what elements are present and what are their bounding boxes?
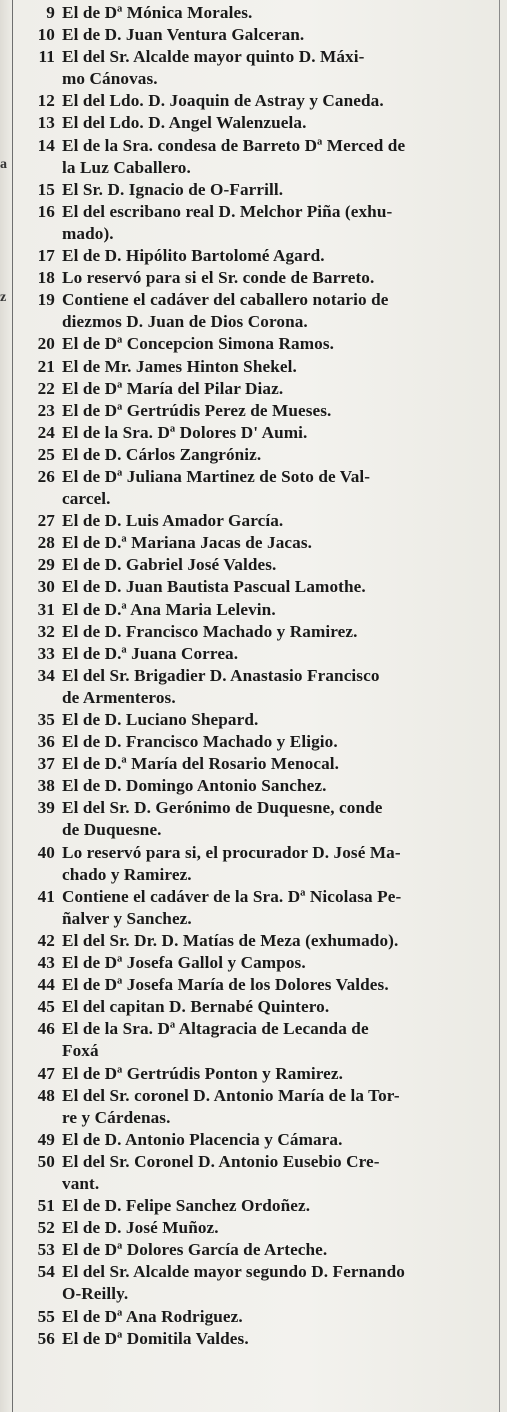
item-number: 44 [37, 975, 55, 995]
item-number: 17 [37, 246, 55, 266]
list-item [14, 1085, 500, 1107]
column-rule-left [12, 0, 13, 1412]
list-item [14, 1261, 500, 1283]
item-text: El del Sr. Dr. D. Matías de Meza (exhumado). [62, 930, 399, 950]
item-text: El de Dª Concepcion Simona Ramos. [62, 334, 335, 354]
item-text: El de D. Juan Bautista Pascual Lamothe. [62, 577, 366, 597]
item-number: 10 [37, 25, 55, 45]
item-text: El de D.ª María del Rosario Menocal. [62, 754, 340, 774]
item-number: 15 [37, 179, 55, 199]
item-text: El del Sr. Alcalde mayor segundo D. Fernando [62, 1262, 405, 1282]
list-item [14, 1328, 500, 1350]
list-item [14, 135, 500, 157]
item-number: 33 [37, 643, 55, 663]
item-text: El de Dª Mónica Morales. [62, 3, 253, 22]
item-text: El de Dª Josefa María de los Dolores Valdes. [62, 975, 389, 995]
item-number: 22 [37, 378, 55, 398]
item-text: El de Dª Juliana Martinez de Soto de Val- [62, 466, 371, 486]
item-text: El de la Sra. Dª Altagracia de Lecanda de [62, 1019, 369, 1039]
list-item [14, 554, 500, 576]
list-item-continuation [14, 864, 500, 886]
item-text: El del capitan D. Bernabé Quintero. [62, 997, 330, 1017]
list-item [14, 886, 500, 908]
item-number: 49 [37, 1129, 55, 1149]
item-number: 16 [37, 201, 55, 221]
item-text: El del Sr. Coronel D. Antonio Eusebio Cre- [62, 1151, 380, 1171]
list-item [14, 179, 500, 201]
list-item [14, 356, 500, 378]
item-text: vant. [62, 1173, 100, 1193]
item-text: El de Dª Ana Rodriguez. [62, 1306, 243, 1326]
list-item [14, 974, 500, 996]
item-text: El de Dª Josefa Gallol y Campos. [62, 953, 306, 973]
item-text: El del Sr. Brigadier D. Anastasio Francisco [62, 665, 380, 685]
item-text: El de Mr. James Hinton Shekel. [62, 356, 297, 376]
item-number: 37 [37, 754, 55, 774]
list-item [14, 665, 500, 687]
item-number: 55 [37, 1306, 55, 1326]
item-number: 43 [37, 953, 55, 973]
list-item [14, 709, 500, 731]
list-item-continuation [14, 157, 500, 179]
item-number: 28 [37, 533, 55, 553]
list-item [14, 201, 500, 223]
item-number: 14 [37, 135, 55, 155]
list-item [14, 952, 500, 974]
item-text: la Luz Caballero. [62, 157, 191, 177]
item-number: 30 [37, 577, 55, 597]
item-text: carcel. [62, 489, 111, 509]
list-item [14, 996, 500, 1018]
list-item [14, 1063, 500, 1085]
item-number: 46 [37, 1019, 55, 1039]
item-number: 51 [37, 1196, 55, 1216]
list-item [14, 90, 500, 112]
item-number: 52 [37, 1218, 55, 1238]
item-text: El de D.ª Ana Maria Lelevin. [62, 599, 276, 619]
item-text: de Armenteros. [62, 687, 176, 707]
item-text: Foxá [62, 1041, 99, 1061]
item-text: Contiene el cadáver de la Sra. Dª Nicolasa Pe- [62, 886, 402, 906]
item-text: El de D. Felipe Sanchez Ordoñez. [62, 1196, 311, 1216]
item-text: El del Sr. coronel D. Antonio María de la Tor- [62, 1085, 400, 1105]
item-text: El de D. Domingo Antonio Sanchez. [62, 776, 327, 796]
item-text: El de D. Antonio Placencia y Cámara. [62, 1129, 343, 1149]
item-text: El de D. Francisco Machado y Ramirez. [62, 621, 358, 641]
item-number: 50 [37, 1151, 55, 1171]
item-text: El de la Sra. Dª Dolores D' Aumi. [62, 422, 308, 442]
list-item-continuation [14, 1283, 500, 1305]
list-item [14, 643, 500, 665]
list-item [14, 731, 500, 753]
item-number: 12 [37, 91, 55, 111]
item-number: 27 [37, 511, 55, 531]
item-number: 13 [37, 113, 55, 133]
item-number: 26 [37, 466, 55, 486]
item-text: El de Dª Gertrúdis Ponton y Ramirez. [62, 1063, 344, 1083]
list-item-continuation [14, 687, 500, 709]
item-text: ñalver y Sanchez. [62, 908, 192, 928]
item-number: 42 [37, 930, 55, 950]
list-item-continuation [14, 908, 500, 930]
list-item [14, 422, 500, 444]
item-text: de Duquesne. [62, 820, 162, 840]
item-text: El de la Sra. condesa de Barreto Dª Merced de [62, 135, 406, 155]
list-item [14, 289, 500, 311]
item-number: 24 [37, 422, 55, 442]
item-number: 21 [37, 356, 55, 376]
item-number: 35 [37, 710, 55, 729]
item-number: 54 [37, 1262, 55, 1282]
list-item [14, 378, 500, 400]
list-item [14, 245, 500, 267]
list-item [14, 1239, 500, 1261]
item-text: El de Dª María del Pilar Diaz. [62, 378, 284, 398]
item-text: El de D. Hipólito Bartolomé Agard. [62, 246, 325, 266]
list-item [14, 753, 500, 775]
list-item [14, 333, 500, 355]
list-item [14, 621, 500, 643]
list-item [14, 1195, 500, 1217]
item-text: El del Sr. Alcalde mayor quinto D. Máxi- [62, 47, 365, 67]
list-item [14, 1018, 500, 1040]
item-text: El del Ldo. D. Joaquin de Astray y Caneda. [62, 91, 384, 111]
item-number: 20 [37, 334, 55, 354]
burial-list [14, 2, 500, 1350]
item-number: 23 [37, 400, 55, 420]
list-item [14, 444, 500, 466]
list-item [14, 400, 500, 422]
item-text: El de Dª Gertrúdis Perez de Mueses. [62, 400, 332, 420]
list-item [14, 599, 500, 621]
item-text: El de D.ª Mariana Jacas de Jacas. [62, 533, 313, 553]
list-item [14, 576, 500, 598]
item-text: Lo reservó para si, el procurador D. José Ma- [62, 842, 401, 862]
item-text: El de Dª Dolores García de Arteche. [62, 1240, 328, 1260]
list-item [14, 842, 500, 864]
item-text: El de D. Francisco Machado y Eligio. [62, 732, 338, 752]
list-item [14, 1306, 500, 1328]
item-number: 45 [37, 997, 55, 1017]
item-number: 39 [37, 798, 55, 818]
item-text: El de Dª Domitila Valdes. [62, 1328, 249, 1348]
list-item-continuation [14, 1040, 500, 1062]
item-text: El de D. Juan Ventura Galceran. [62, 25, 305, 45]
item-number: 32 [37, 621, 55, 641]
list-item [14, 1129, 500, 1151]
item-text: Contiene el cadáver del caballero notario de [62, 290, 389, 310]
item-text: El de D.ª Juana Correa. [62, 643, 239, 663]
item-number: 18 [37, 268, 55, 288]
item-number: 56 [37, 1328, 55, 1348]
item-number: 47 [37, 1063, 55, 1083]
list-item [14, 532, 500, 554]
item-text: El de D. Luis Amador García. [62, 511, 284, 531]
list-item [14, 930, 500, 952]
item-number: 31 [37, 599, 55, 619]
item-text: re y Cárdenas. [62, 1107, 171, 1127]
item-number: 11 [38, 47, 55, 67]
margin-letter: z [0, 290, 7, 305]
item-text: Lo reservó para si el Sr. conde de Barreto. [62, 268, 375, 288]
item-number: 40 [37, 842, 55, 862]
list-item-continuation [14, 223, 500, 245]
list-item [14, 46, 500, 68]
item-text: El Sr. D. Ignacio de O-Farrill. [62, 179, 284, 199]
item-number: 53 [37, 1240, 55, 1260]
list-item-continuation [14, 819, 500, 841]
list-item [14, 466, 500, 488]
item-text: diezmos D. Juan de Dios Corona. [62, 312, 308, 332]
item-number: 38 [37, 776, 55, 796]
item-number: 41 [37, 886, 55, 906]
item-number: 29 [37, 555, 55, 575]
item-text: El de D. Cárlos Zangróniz. [62, 444, 262, 464]
item-text: El del Ldo. D. Angel Walenzuela. [62, 113, 307, 133]
item-text: chado y Ramirez. [62, 864, 192, 884]
item-text: El de D. Gabriel José Valdes. [62, 555, 277, 575]
list-item [14, 775, 500, 797]
item-number: 19 [37, 290, 55, 310]
list-item [14, 2, 500, 24]
item-text: mado). [62, 223, 114, 243]
item-text: El del escribano real D. Melchor Piña (exhu- [62, 201, 393, 221]
item-text: El de D. José Muñoz. [62, 1218, 219, 1238]
list-item [14, 1151, 500, 1173]
item-number: 9 [46, 3, 55, 22]
list-item-continuation [14, 311, 500, 333]
list-item [14, 267, 500, 289]
list-item [14, 1217, 500, 1239]
list-item [14, 112, 500, 134]
list-item-continuation [14, 68, 500, 90]
list-item-continuation [14, 488, 500, 510]
list-item [14, 510, 500, 532]
margin-letter: a [0, 157, 7, 172]
list-item [14, 24, 500, 46]
item-text: El del Sr. D. Gerónimo de Duquesne, conde [62, 798, 383, 818]
list-item-continuation [14, 1107, 500, 1129]
item-number: 36 [37, 732, 55, 752]
item-text: O-Reilly. [62, 1284, 129, 1304]
item-number: 48 [37, 1085, 55, 1105]
item-number: 25 [37, 444, 55, 464]
item-text: mo Cánovas. [62, 69, 158, 89]
list-item [14, 797, 500, 819]
item-text: El de D. Luciano Shepard. [62, 710, 259, 729]
item-number: 34 [37, 665, 55, 685]
list-item-continuation [14, 1173, 500, 1195]
